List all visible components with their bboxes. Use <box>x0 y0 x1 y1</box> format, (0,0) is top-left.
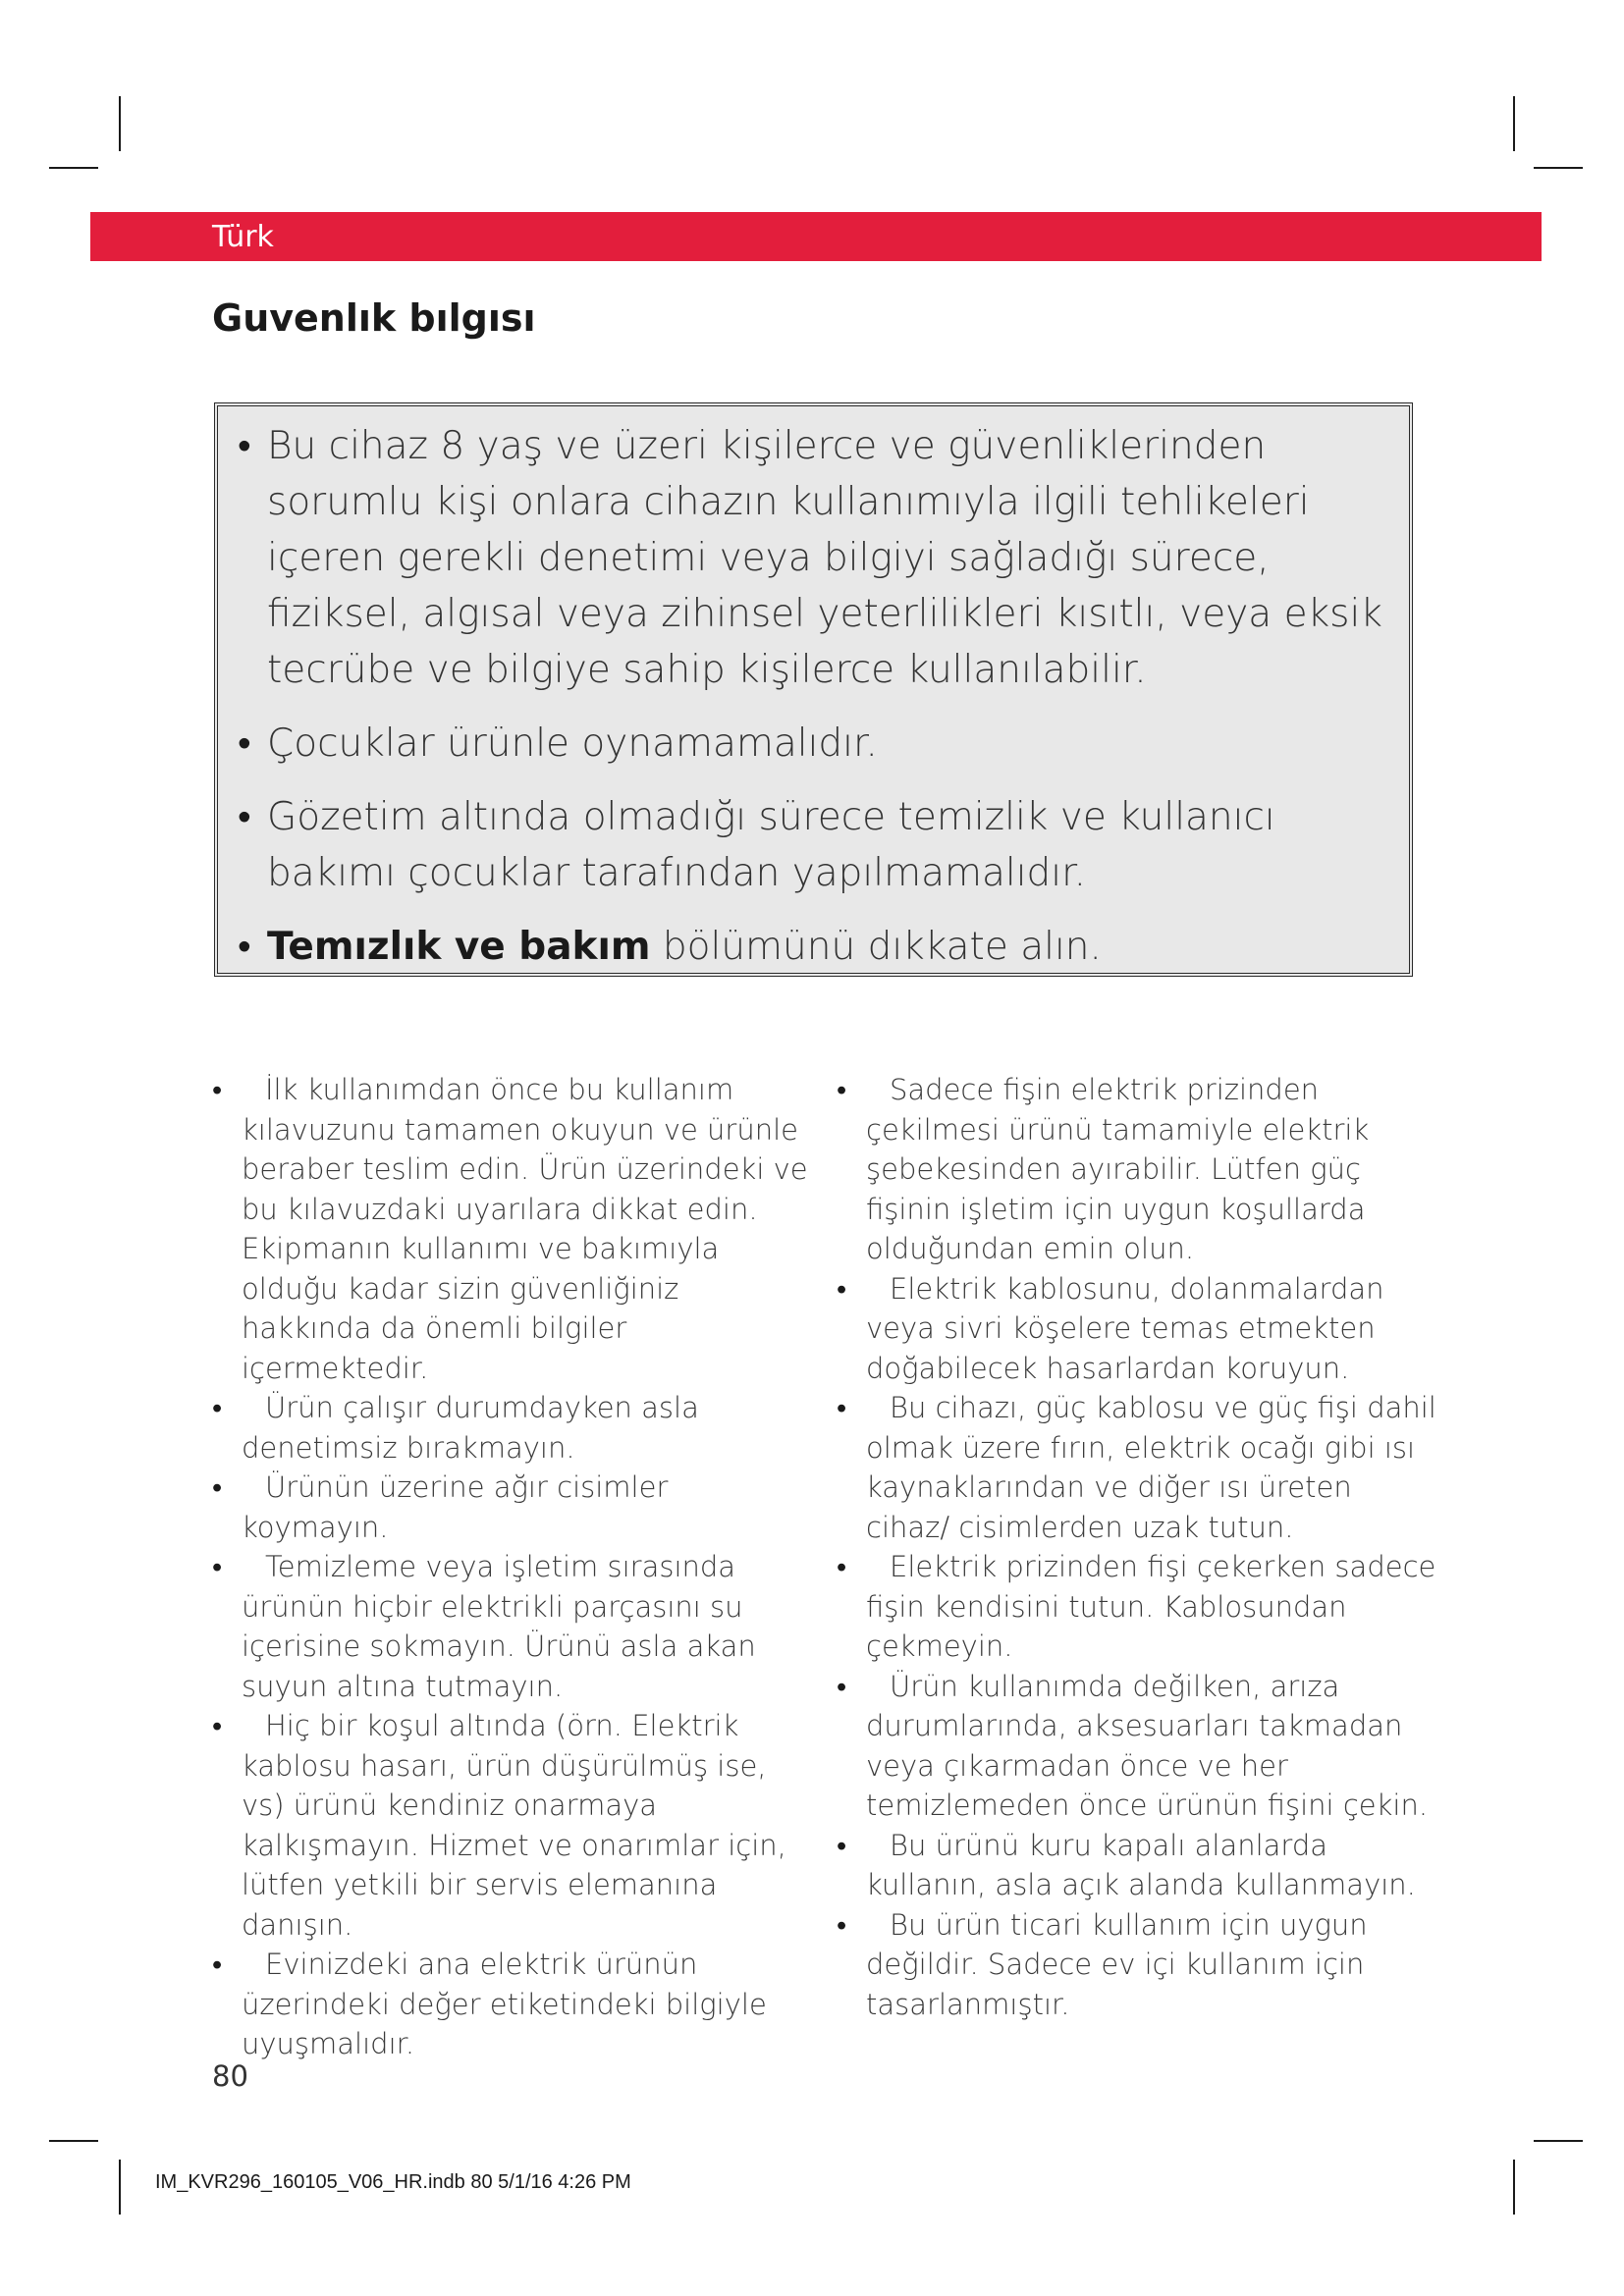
list-item-text: Ürünün üzerine ağır cisimler koymayın. <box>242 1470 669 1544</box>
bullet-icon: • <box>238 424 251 468</box>
warning-list <box>218 406 1409 975</box>
list-item <box>212 1706 811 1945</box>
list-item-text: Sadece fişin elektrik prizinden çekilmesi ürünü tamamiyle elektrik şebekesinden ayırabilir. Lütfen güç fişinin işletim için uygun koşullarda olduğundan emin olun. <box>866 1073 1370 1265</box>
bullet-icon: • <box>837 1271 847 1306</box>
right-safety-list <box>837 1070 1441 2024</box>
list-item-text: Bu cihazı, güç kablosu ve güç fişi dahil olmak üzere fırın, elektrik ocağı gibi ısı kaynaklarından ve diğer ısı üreten cihaz/ cisimlerden uzak tutun. <box>866 1391 1436 1544</box>
list-item <box>238 716 1399 772</box>
list-item <box>837 1826 1441 1905</box>
bullet-icon: • <box>837 1907 847 1942</box>
list-item-text: İlk kullanımdan önce bu kullanım kılavuzunu tamamen okuyun ve ürünle beraber teslim edin. Ürün üzerindeki ve bu kılavuzdaki uyarılara dikkat edin. Ekipmanın kullanımı ve bakımıyla olduğu kadar sizin güvenliğiniz hakkında da önemli bilgiler içermektedir. <box>242 1073 808 1385</box>
crop-mark <box>1534 167 1583 169</box>
bullet-icon: • <box>837 1073 847 1106</box>
bullet-icon: • <box>212 1550 223 1583</box>
crop-mark <box>49 167 98 169</box>
list-item <box>238 418 1399 698</box>
list-item <box>837 1388 1441 1547</box>
crop-mark <box>119 2160 121 2215</box>
crop-mark <box>1513 96 1515 151</box>
warning-box <box>214 402 1413 977</box>
list-item <box>837 1269 1441 1389</box>
bullet-icon: • <box>837 1669 847 1703</box>
list-item-text: Elektrik kablosunu, dolanmalardan veya sivri köşelere temas etmekten doğabilecek hasarlardan koruyun. <box>866 1271 1384 1385</box>
right-column <box>837 1070 1441 2024</box>
bullet-icon: • <box>837 1828 847 1862</box>
bullet-icon: • <box>212 1391 223 1424</box>
list-item-text: Evinizdeki ana elektrik ürünün üzerindeki değer etiketindeki bilgiyle uyuşmalıdır. <box>242 1948 767 2060</box>
list-item-text: Bu cihaz 8 yaş ve üzeri kişilerce ve güvenliklerinden sorumlu kişi onlara cihazın kullanımıyla ilgili tehlikeleri içeren gerekli denetimi veya bilgiyi sağladığı sürece, fiziksel, algısal veya zihinsel yeterlilikleri kısıtlı, veya eksik tecrübe ve bilgiye sahip kişilerce kullanılabilir. <box>267 424 1382 692</box>
bullet-icon: • <box>212 1709 223 1742</box>
crop-mark <box>1513 2160 1515 2215</box>
list-item <box>238 789 1399 901</box>
list-item <box>837 1667 1441 1826</box>
list-item-text: Ürün çalışır durumdayken asla denetimsiz bırakmayın. <box>242 1391 699 1465</box>
list-item <box>837 1905 1441 2025</box>
list-item-text: Elektrik prizinden fişi çekerken sadece fişin kendisini tutun. Kablosundan çekmeyin. <box>866 1550 1436 1663</box>
crop-mark <box>1534 2140 1583 2142</box>
bullet-icon: • <box>837 1550 847 1583</box>
list-item-text: Ürün kullanımda değilken, arıza durumlarında, aksesuarları takmadan veya çıkarmadan önce ve her temizlemeden önce ürünün fişini çekin. <box>866 1669 1429 1822</box>
bullet-icon: • <box>238 721 251 766</box>
list-item <box>837 1070 1441 1269</box>
bold-section-reference: Temızlık ve bakım <box>267 925 651 969</box>
bullet-icon: • <box>212 1073 223 1106</box>
section-title: Guvenlık bılgısı <box>212 296 536 340</box>
bullet-icon: • <box>212 1948 223 1981</box>
list-item-text: Çocuklar ürünle oynamamalıdır. <box>267 721 878 766</box>
list-item-text: Bu ürün ticari kullanım için uygun değildir. Sadece ev içi kullanım için tasarlanmıştır. <box>866 1907 1368 2021</box>
bullet-icon: • <box>238 795 251 839</box>
language-label: Türk <box>212 220 274 254</box>
list-item <box>837 1547 1441 1667</box>
list-item <box>212 1070 811 1388</box>
left-safety-list <box>212 1070 811 2064</box>
list-item <box>212 1945 811 2064</box>
list-item <box>212 1468 811 1547</box>
list-item <box>212 1547 811 1706</box>
list-item-text: Hiç bir koşul altında (örn. Elektrik kablosu hasarı, ürün düşürülmüş ise, vs) ürünü kendiniz onarmaya kalkışmayın. Hizmet ve onarımlar için, lütfen yetkili bir servis elemanına danışın. <box>242 1709 786 1942</box>
crop-mark <box>119 96 121 151</box>
print-footer: IM_KVR296_160105_V06_HR.indb 80 5/1/16 4:26 PM <box>155 2171 631 2193</box>
bullet-icon: • <box>212 1470 223 1504</box>
language-header-bar <box>90 212 1542 261</box>
bullet-icon: • <box>837 1391 847 1424</box>
left-column <box>212 1070 811 2064</box>
list-item-text: Temizleme veya işletim sırasında ürünün hiçbir elektrikli parçasını su içerisine sokmayın. Ürünü asla akan suyun altına tutmayın. <box>242 1550 756 1703</box>
list-item-text: bölümünü dıkkate alın. <box>650 925 1102 969</box>
list-item <box>212 1388 811 1468</box>
crop-mark <box>49 2140 98 2142</box>
list-item-text: Gözetim altında olmadığı sürece temizlik ve kullanıcı bakımı çocuklar tarafından yapılmamalıdır. <box>267 795 1275 895</box>
page-number: 80 <box>212 2059 248 2093</box>
bullet-icon: • <box>238 925 251 969</box>
list-item-text: Bu ürünü kuru kapalı alanlarda kullanın, asla açık alanda kullanmayın. <box>866 1828 1416 1901</box>
list-item <box>238 919 1399 975</box>
